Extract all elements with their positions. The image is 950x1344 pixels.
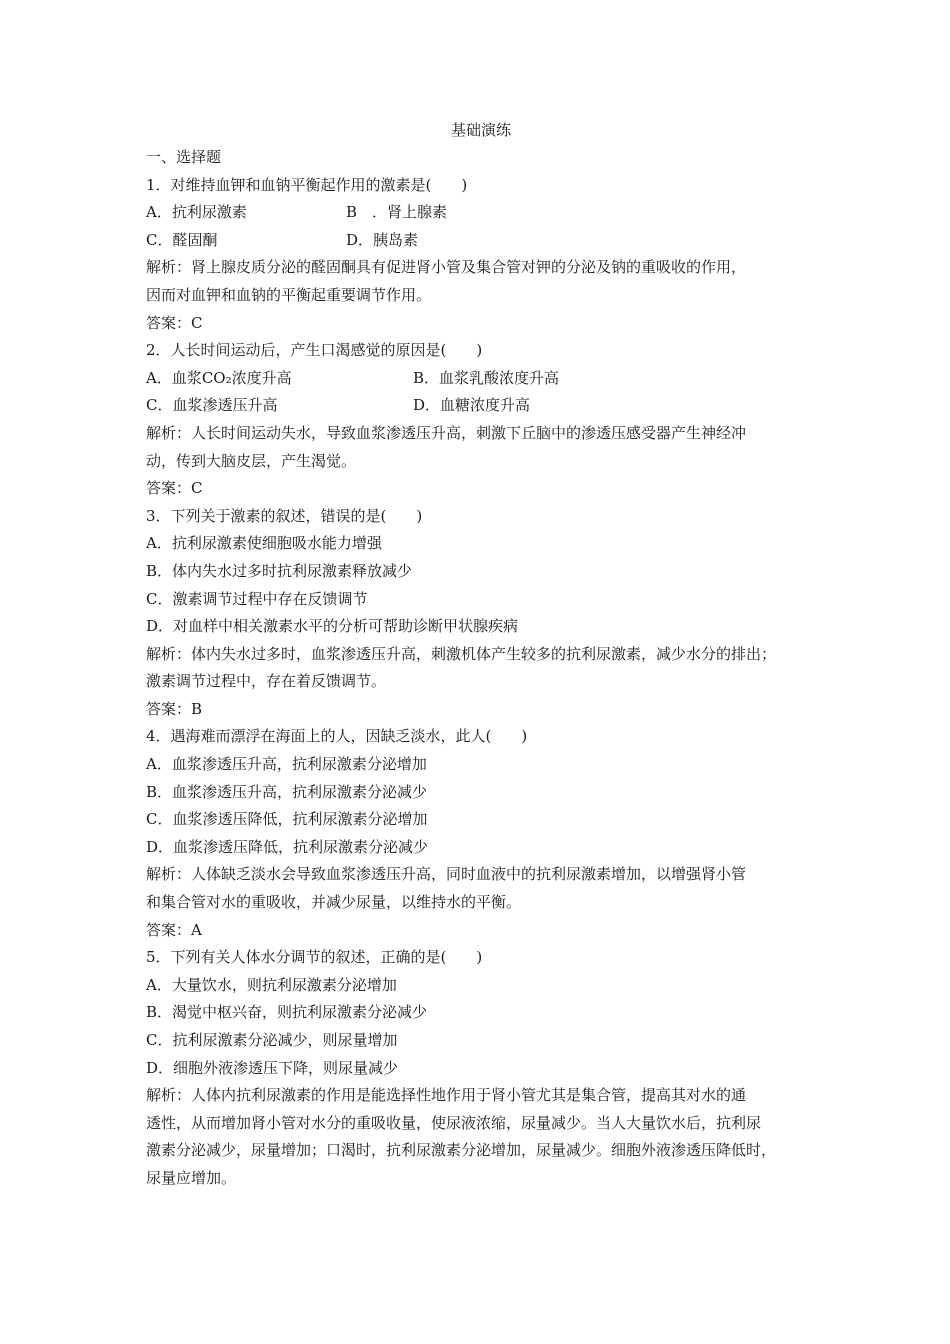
option-c: C．抗利尿激素分泌减少，则尿量增加 — [146, 1031, 398, 1049]
option-a: A．血浆CO₂浓度升高 — [146, 368, 292, 387]
analysis-line: 解析：人长时间运动失水，导致血浆渗透压升高，刺激下丘脑中的渗透压感受器产生神经冲 — [146, 423, 747, 442]
option-c: C．血浆渗透压降低，抗利尿激素分泌增加 — [146, 810, 428, 829]
option-b: B．血浆渗透压升高，抗利尿激素分泌减少 — [146, 782, 428, 801]
analysis-line: 解析：人体内抗利尿激素的作用是能选择性地作用于肾小管尤其是集合管，提高其对水的通 — [146, 1086, 747, 1105]
answer: 答案：B — [146, 699, 203, 718]
question-4 — [146, 723, 816, 944]
option-d: D．血浆渗透压降低，抗利尿激素分泌减少 — [146, 837, 429, 856]
option-b: B．体内失水过多时抗利尿激素释放减少 — [146, 561, 413, 580]
analysis-line: 和集合管对水的重吸收，并减少尿量，以维持水的平衡。 — [146, 893, 522, 912]
question-stem: 3．下列关于激素的叙述，错误的是( ) — [146, 506, 423, 525]
question-stem: 2．人长时间运动后，产生口渴感觉的原因是( ) — [146, 341, 483, 360]
analysis-line: 因而对血钾和血钠的平衡起重要调节作用。 — [146, 285, 432, 304]
question-stem: 1．对维持血钾和血钠平衡起作用的激素是( ) — [146, 175, 468, 194]
analysis-line: 激素调节过程中，存在着反馈调节。 — [146, 672, 387, 691]
question-stem: 5．下列有关人体水分调节的叙述，正确的是( ) — [146, 948, 483, 967]
option-b: B．血浆乳酸浓度升高 — [413, 368, 560, 387]
option-d: D．胰岛素 — [346, 230, 419, 249]
option-row — [146, 392, 816, 420]
document-page — [146, 116, 816, 1193]
option-b: B ．肾上腺素 — [346, 203, 448, 222]
document-title: 基础演练 — [450, 121, 511, 139]
analysis-line: 激素分泌减少，尿量增加；口渴时，抗利尿激素分泌增加，尿量减少。细胞外液渗透压降低时， — [146, 1141, 777, 1160]
analysis-line: 解析：人体缺乏淡水会导致血浆渗透压升高，同时血液中的抗利尿激素增加，以增强肾小管 — [146, 865, 747, 884]
analysis-line: 透性，从而增加肾小管对水分的重吸收量，使尿液浓缩，尿量减少。当人大量饮水后，抗利尿 — [146, 1113, 762, 1132]
option-c: C．激素调节过程中存在反馈调节 — [146, 589, 368, 608]
option-a: A．大量饮水，则抗利尿激素分泌增加 — [146, 975, 397, 994]
answer: 答案：A — [146, 920, 202, 939]
option-row — [146, 199, 816, 227]
option-a: A．抗利尿激素使细胞吸水能力增强 — [146, 534, 382, 553]
option-a: A．血浆渗透压升高，抗利尿激素分泌增加 — [146, 755, 427, 774]
question-2 — [146, 337, 816, 503]
answer: 答案：C — [146, 313, 203, 332]
option-d: D．对血样中相关激素水平的分析可帮助诊断甲状腺疾病 — [146, 617, 519, 636]
option-c: C．醛固酮 — [146, 230, 218, 249]
section-heading: 一、选择题 — [146, 148, 222, 166]
question-3 — [146, 503, 816, 724]
analysis-line: 解析：体内失水过多时，血浆渗透压升高，刺激机体产生较多的抗利尿激素，减少水分的排出； — [146, 644, 777, 663]
option-d: D．血糖浓度升高 — [413, 396, 531, 415]
option-row — [146, 227, 816, 255]
option-d: D．细胞外液渗透压下降，则尿量减少 — [146, 1058, 399, 1077]
analysis-line: 解析：肾上腺皮质分泌的醛固酮具有促进肾小管及集合管对钾的分泌及钠的重吸收的作用， — [146, 258, 747, 277]
option-c: C．血浆渗透压升高 — [146, 396, 278, 415]
analysis-line: 动，传到大脑皮层，产生渴觉。 — [146, 451, 357, 470]
question-1 — [146, 172, 816, 338]
question-stem: 4．遇海难而漂浮在海面上的人，因缺乏淡水，此人( ) — [146, 727, 528, 746]
question-5 — [146, 944, 816, 1192]
option-row — [146, 365, 816, 393]
option-b: B．渴觉中枢兴奋，则抗利尿激素分泌减少 — [146, 1003, 428, 1022]
answer: 答案：C — [146, 479, 203, 498]
analysis-line: 尿量应增加。 — [146, 1168, 237, 1187]
option-a: A．抗利尿激素 — [146, 203, 247, 222]
